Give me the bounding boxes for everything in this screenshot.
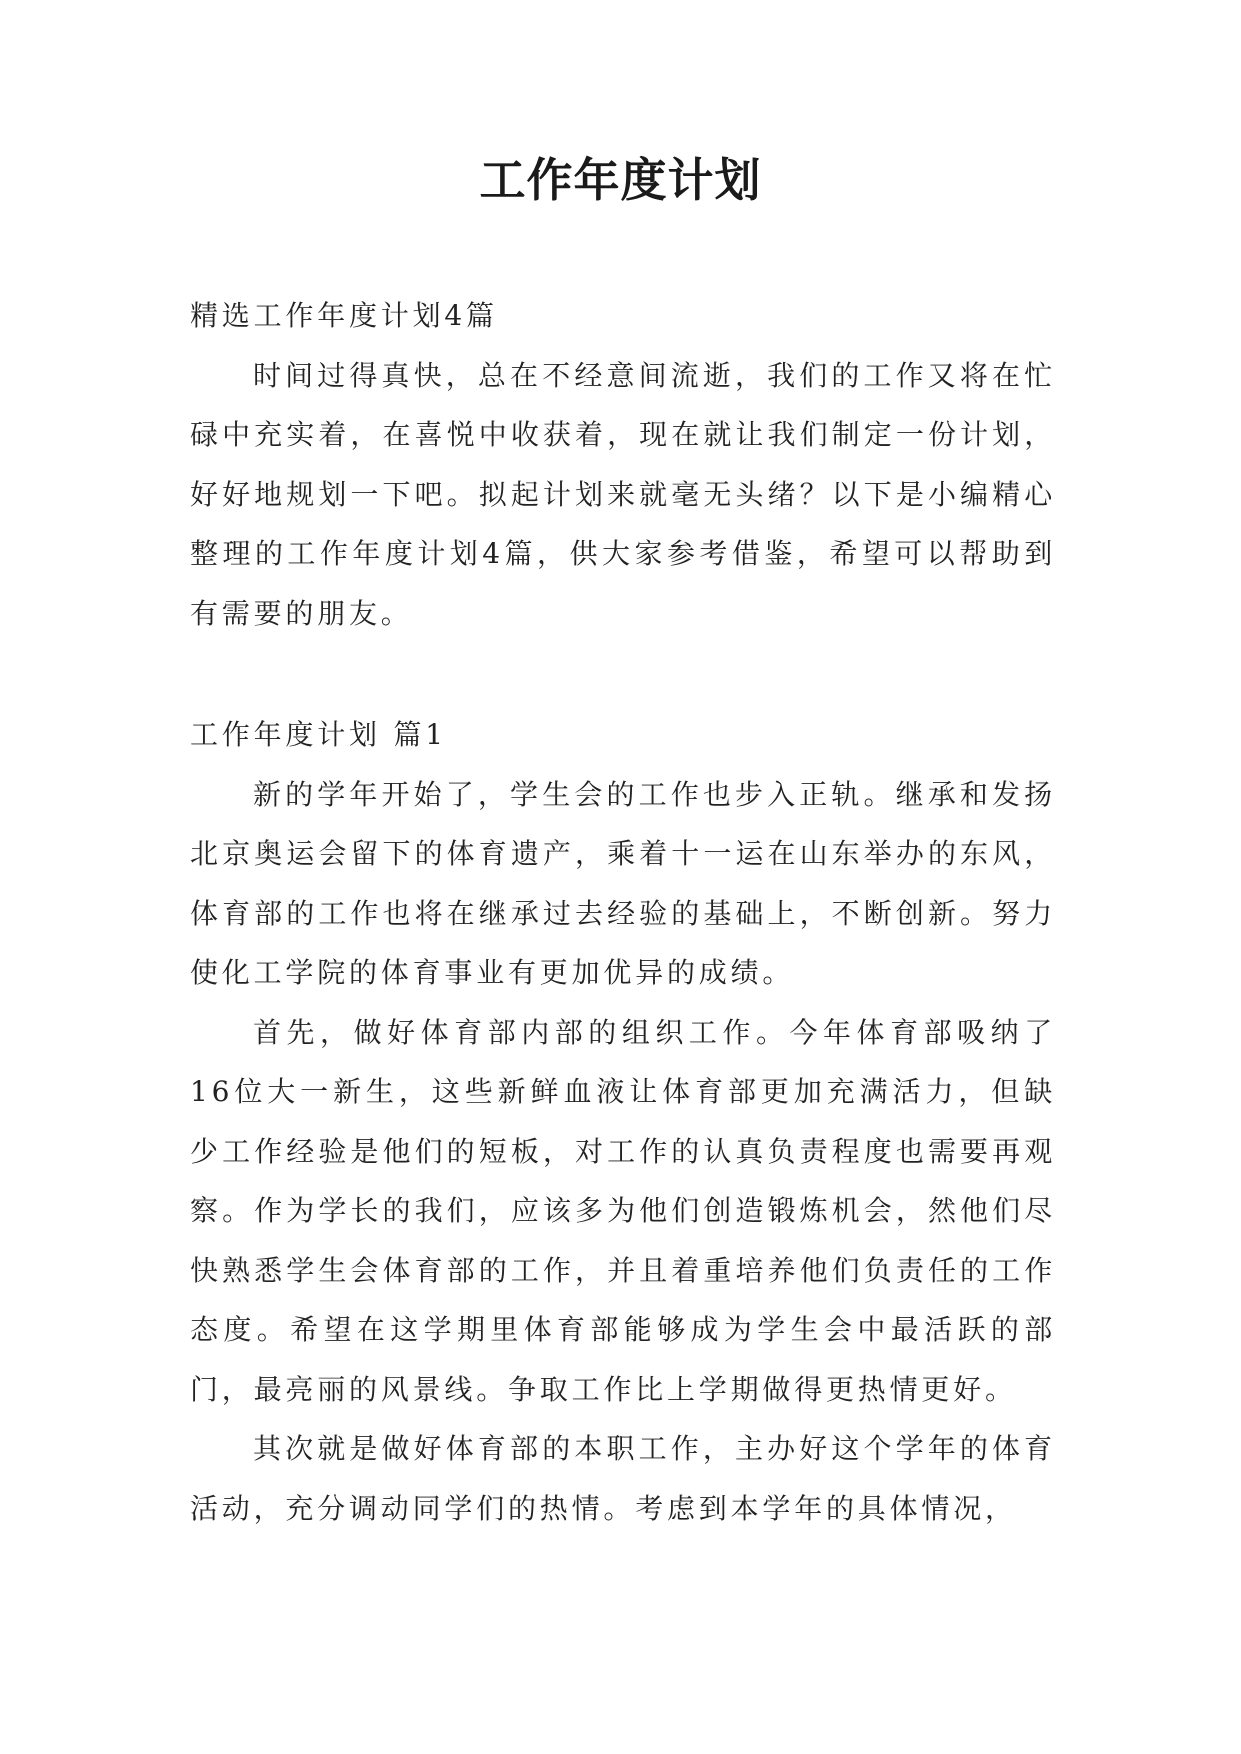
section-heading: 工作年度计划 篇1: [190, 718, 447, 751]
body-paragraph-2: 首先，做好体育部内部的组织工作。今年体育部吸纳了16位大一新生，这些新鲜血液让体育部更加充满活力，但缺少工作经验是他们的短板，对工作的认真负责程度也需要再观察。作为学长的我们，应该多为他们创造锻炼机会，然他们尽快熟悉学生会体育部的工作，并且着重培养他们负责任的工作态度。希望在这学期里体育部能够成为学生会中最活跃的部门，最亮丽的风景线。争取工作比上学期做得更热情更好。: [190, 1015, 1056, 1406]
document-title: 工作年度计划: [479, 153, 762, 207]
section-spacer: [190, 643, 1056, 705]
document-subtitle: 精选工作年度计划4篇: [190, 299, 498, 332]
body-paragraph-3: 其次就是做好体育部的本职工作，主办好这个学年的体育活动，充分调动同学们的热情。考虑到本学年的具体情况，: [190, 1432, 1056, 1525]
document-body: [190, 286, 1056, 1538]
intro-paragraph: 时间过得真快，总在不经意间流逝，我们的工作又将在忙碌中充实着，在喜悦中收获着，现在就让我们制定一份计划，好好地规划一下吧。拟起计划来就毫无头绪？以下是小编精心整理的工作年度计划4篇，供大家参考借鉴，希望可以帮助到有需要的朋友。: [190, 358, 1056, 630]
body-paragraph-1: 新的学年开始了，学生会的工作也步入正轨。继承和发扬北京奥运会留下的体育遗产，乘着十一运在山东举办的东风，体育部的工作也将在继承过去经验的基础上，不断创新。努力使化工学院的体育事业有更加优异的成绩。: [190, 777, 1056, 989]
